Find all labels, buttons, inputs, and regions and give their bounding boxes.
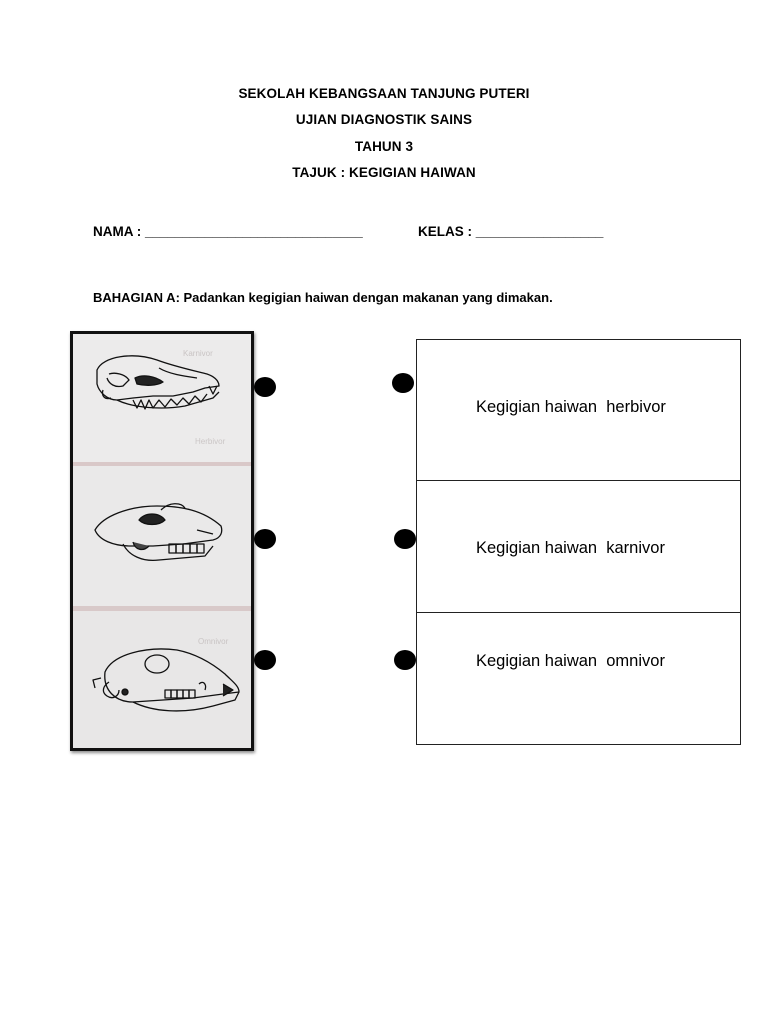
faint-label-3: Omnivor [198,637,229,646]
match-dot-option-1[interactable] [392,373,414,393]
option-box-omnivor [416,612,741,745]
match-dot-option-3[interactable] [394,650,416,670]
faint-label-1: Karnivor [183,349,213,358]
skull-photo [70,331,254,751]
section-instruction: BAHAGIAN A: Padankan kegigian haiwan dengan makanan yang dimakan. [93,290,553,305]
school-name: SEKOLAH KEBANGSAAN TANJUNG PUTERI [238,86,530,101]
name-field[interactable]: NAMA : _____________________________ [93,224,363,239]
option-box-herbivor [416,339,741,481]
option-box-karnivor [416,480,741,613]
option-label: Kegigian haiwan herbivor [476,398,666,416]
class-field[interactable]: KELAS : _________________ [418,224,604,239]
year-level: TAHUN 3 [354,139,414,154]
faint-label-2: Herbivor [195,437,226,446]
skull-panel-3 [73,611,251,748]
match-dot-skull-3[interactable] [254,650,276,670]
topic-title: TAJUK : KEGIGIAN HAIWAN [292,165,476,180]
skull-photo-drawing [73,334,251,748]
match-dot-option-2[interactable] [394,529,416,549]
exam-title: UJIAN DIAGNOSTIK SAINS [295,112,473,127]
match-dot-skull-2[interactable] [254,529,276,549]
match-dot-skull-1[interactable] [254,377,276,397]
option-label: Kegigian haiwan omnivor [476,652,665,670]
option-label: Kegigian haiwan karnivor [476,539,665,557]
